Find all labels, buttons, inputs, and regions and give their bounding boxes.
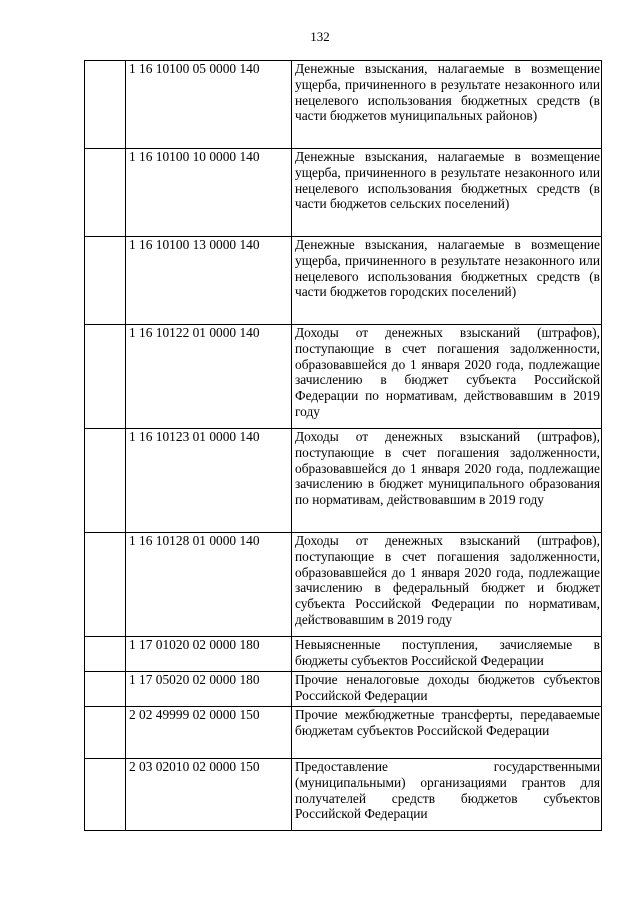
budget-code-cell: 1 16 10100 10 0000 140 [126, 149, 292, 237]
admin-code-cell [85, 61, 126, 149]
table-row [85, 672, 602, 707]
income-name-cell: Денежные взыскания, налагаемые в возмещение ущерба, причиненного в результате незаконного или нецелевого использования бюджетных средств (в части бюджетов сельских поселений) [292, 149, 602, 237]
table-row [85, 61, 602, 149]
income-name-cell: Предоставление государственными (муниципальными) организациями грантов для получателей средств бюджетов субъектов Российской Федерации [292, 759, 602, 831]
budget-code-cell: 1 16 10100 05 0000 140 [126, 61, 292, 149]
admin-code-cell [85, 759, 126, 831]
budget-code-cell: 1 16 10128 01 0000 140 [126, 533, 292, 637]
budget-code-cell: 1 17 05020 02 0000 180 [126, 672, 292, 707]
budget-code-cell: 1 16 10100 13 0000 140 [126, 237, 292, 325]
admin-code-cell [85, 637, 126, 672]
admin-code-cell [85, 149, 126, 237]
income-name-cell: Прочие межбюджетные трансферты, передаваемые бюджетам субъектов Российской Федерации [292, 707, 602, 759]
income-name-cell: Невыясненные поступления, зачисляемые в бюджеты субъектов Российской Федерации [292, 637, 602, 672]
admin-code-cell [85, 237, 126, 325]
admin-code-cell [85, 325, 126, 429]
table-row [85, 149, 602, 237]
budget-code-cell: 2 02 49999 02 0000 150 [126, 707, 292, 759]
budget-code-cell: 1 16 10123 01 0000 140 [126, 429, 292, 533]
revenue-codes-table [84, 60, 602, 831]
table-row [85, 707, 602, 759]
budget-code-cell: 2 03 02010 02 0000 150 [126, 759, 292, 831]
table-row [85, 429, 602, 533]
income-name-cell: Доходы от денежных взысканий (штрафов), поступающие в счет погашения задолженности, образовавшейся до 1 января 2020 года, подлежащие зачислению в бюджет субъекта Российской Федерации по нормативам, действовавшим в 2019 году [292, 325, 602, 429]
income-name-cell: Денежные взыскания, налагаемые в возмещение ущерба, причиненного в результате незаконного или нецелевого использования бюджетных средств (в части бюджетов городских поселений) [292, 237, 602, 325]
table-row [85, 759, 602, 831]
table-row [85, 325, 602, 429]
income-name-cell: Доходы от денежных взысканий (штрафов), поступающие в счет погашения задолженности, образовавшейся до 1 января 2020 года, подлежащие зачислению в федеральный бюджет и бюджет субъекта Российской Федерации по нормативам, действовавшим в 2019 году [292, 533, 602, 637]
admin-code-cell [85, 707, 126, 759]
admin-code-cell [85, 672, 126, 707]
income-name-cell: Денежные взыскания, налагаемые в возмещение ущерба, причиненного в результате незаконного или нецелевого использования бюджетных средств (в части бюджетов муниципальных районов) [292, 61, 602, 149]
page-number: 132 [310, 29, 330, 44]
table-row [85, 533, 602, 637]
admin-code-cell [85, 533, 126, 637]
table-row [85, 637, 602, 672]
table-row [85, 237, 602, 325]
income-name-cell: Доходы от денежных взысканий (штрафов), поступающие в счет погашения задолженности, образовавшейся до 1 января 2020 года, подлежащие зачислению в бюджет муниципального образования по нормативам, действовавшим в 2019 году [292, 429, 602, 533]
budget-code-cell: 1 17 01020 02 0000 180 [126, 637, 292, 672]
income-name-cell: Прочие неналоговые доходы бюджетов субъектов Российской Федерации [292, 672, 602, 707]
budget-code-cell: 1 16 10122 01 0000 140 [126, 325, 292, 429]
admin-code-cell [85, 429, 126, 533]
